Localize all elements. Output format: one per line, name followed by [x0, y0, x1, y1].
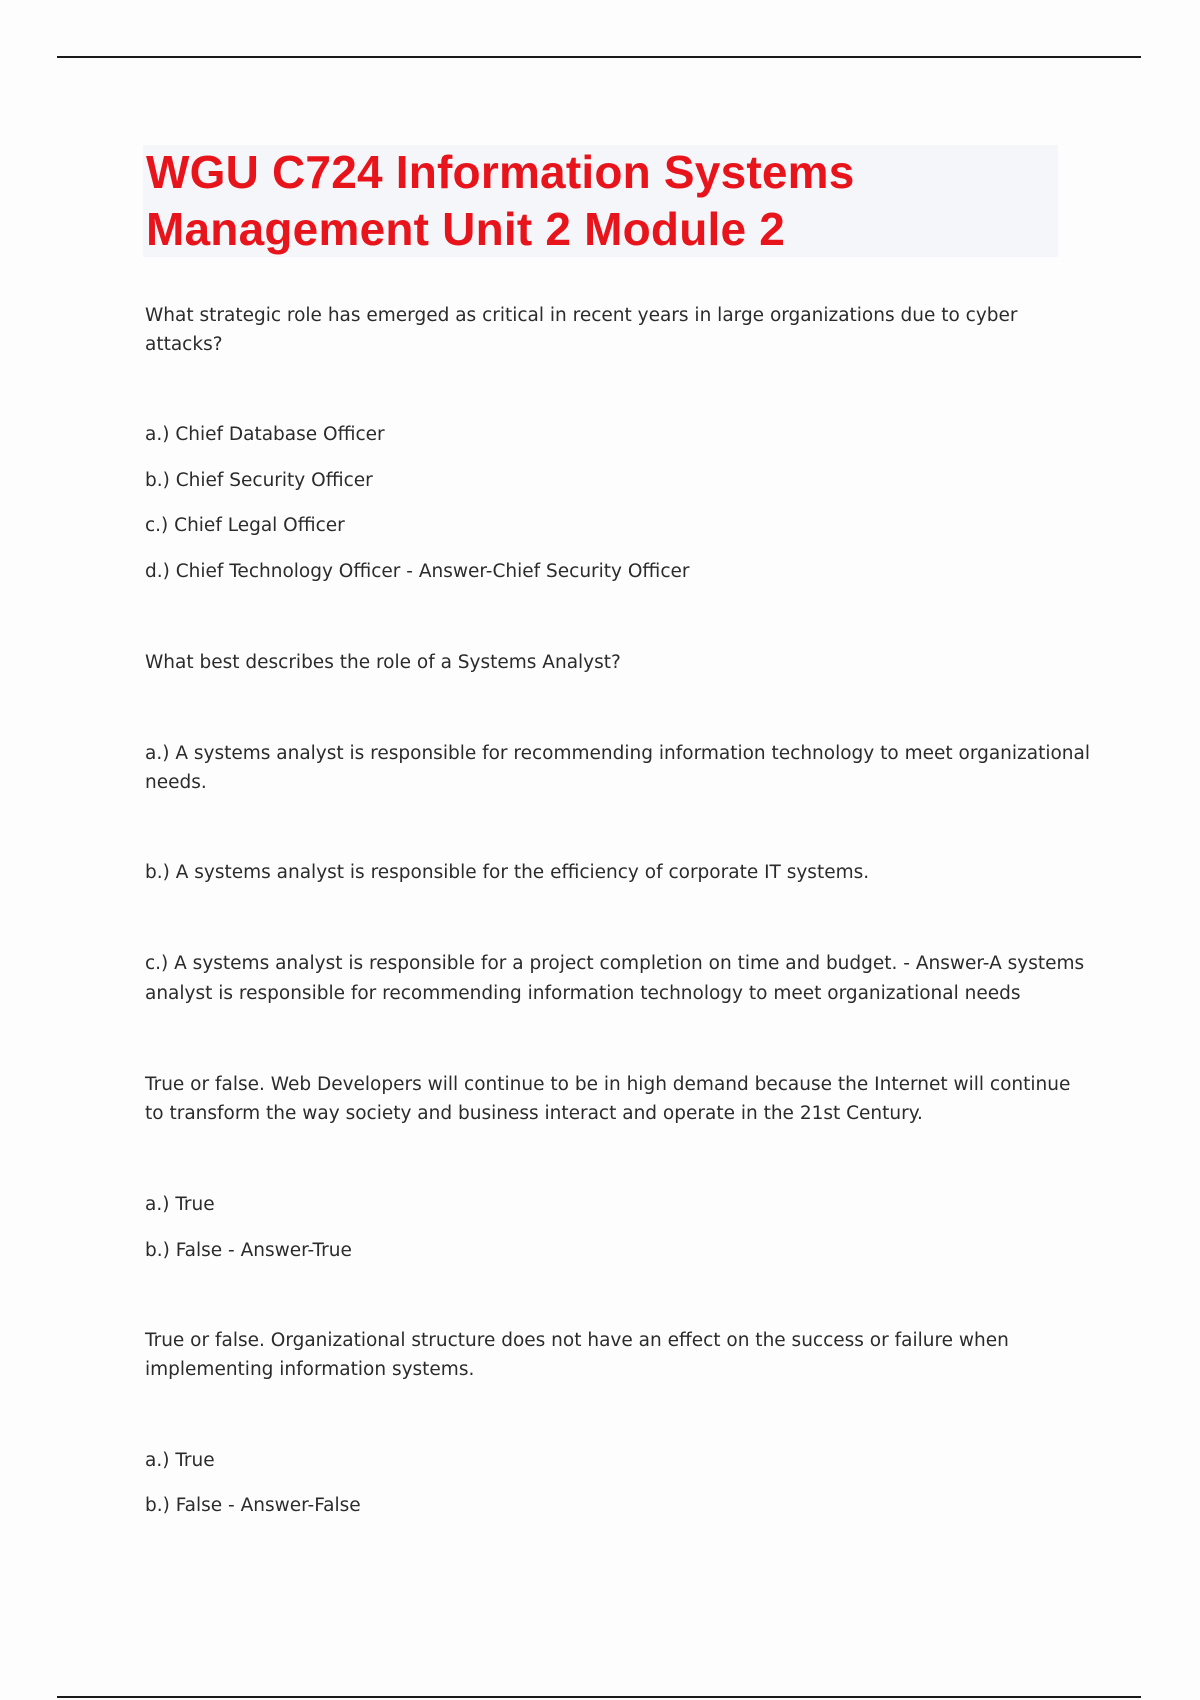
footer-rule — [57, 1696, 1141, 1698]
document-title — [146, 144, 1046, 258]
question-2-option-c-answer: c.) A systems analyst is responsible for a project completion on time and budget. - Answer-A systems — [145, 953, 1085, 974]
question-3-text-cont: to transform the way society and business interact and operate in the 21st Century. — [145, 1103, 923, 1124]
question-1-text: What strategic role has emerged as critical in recent years in large organizations due to cyber — [145, 305, 1018, 326]
question-1-option-b: b.) Chief Security Officer — [145, 470, 373, 491]
question-2-option-c-answer-cont: analyst is responsible for recommending information technology to meet organizational needs — [145, 983, 1021, 1004]
question-4-option-b-answer: b.) False - Answer-False — [145, 1495, 361, 1516]
title-line-2: Management Unit 2 Module 2 — [146, 203, 786, 255]
question-1-option-d-answer: d.) Chief Technology Officer - Answer-Chief Security Officer — [145, 561, 690, 582]
question-4-text-cont: implementing information systems. — [145, 1359, 475, 1380]
question-1-option-c: c.) Chief Legal Officer — [145, 515, 345, 536]
question-3-text: True or false. Web Developers will continue to be in high demand because the Internet will continue — [145, 1074, 1071, 1095]
question-3-option-b-answer: b.) False - Answer-True — [145, 1240, 352, 1261]
title-line-1: WGU C724 Information Systems — [146, 146, 855, 198]
question-1-option-a: a.) Chief Database Officer — [145, 424, 385, 445]
question-4-option-a: a.) True — [145, 1450, 215, 1471]
question-1-text-cont: attacks? — [145, 334, 223, 355]
header-rule — [57, 56, 1141, 58]
question-4-text: True or false. Organizational structure does not have an effect on the success or failure when — [145, 1330, 1009, 1351]
question-3-option-a: a.) True — [145, 1194, 215, 1215]
question-2-option-b: b.) A systems analyst is responsible for the efficiency of corporate IT systems. — [145, 862, 870, 883]
question-2-option-a: a.) A systems analyst is responsible for recommending information technology to meet organizational — [145, 743, 1091, 764]
question-2-option-a-cont: needs. — [145, 772, 207, 793]
question-2-text: What best describes the role of a Systems Analyst? — [145, 652, 621, 673]
